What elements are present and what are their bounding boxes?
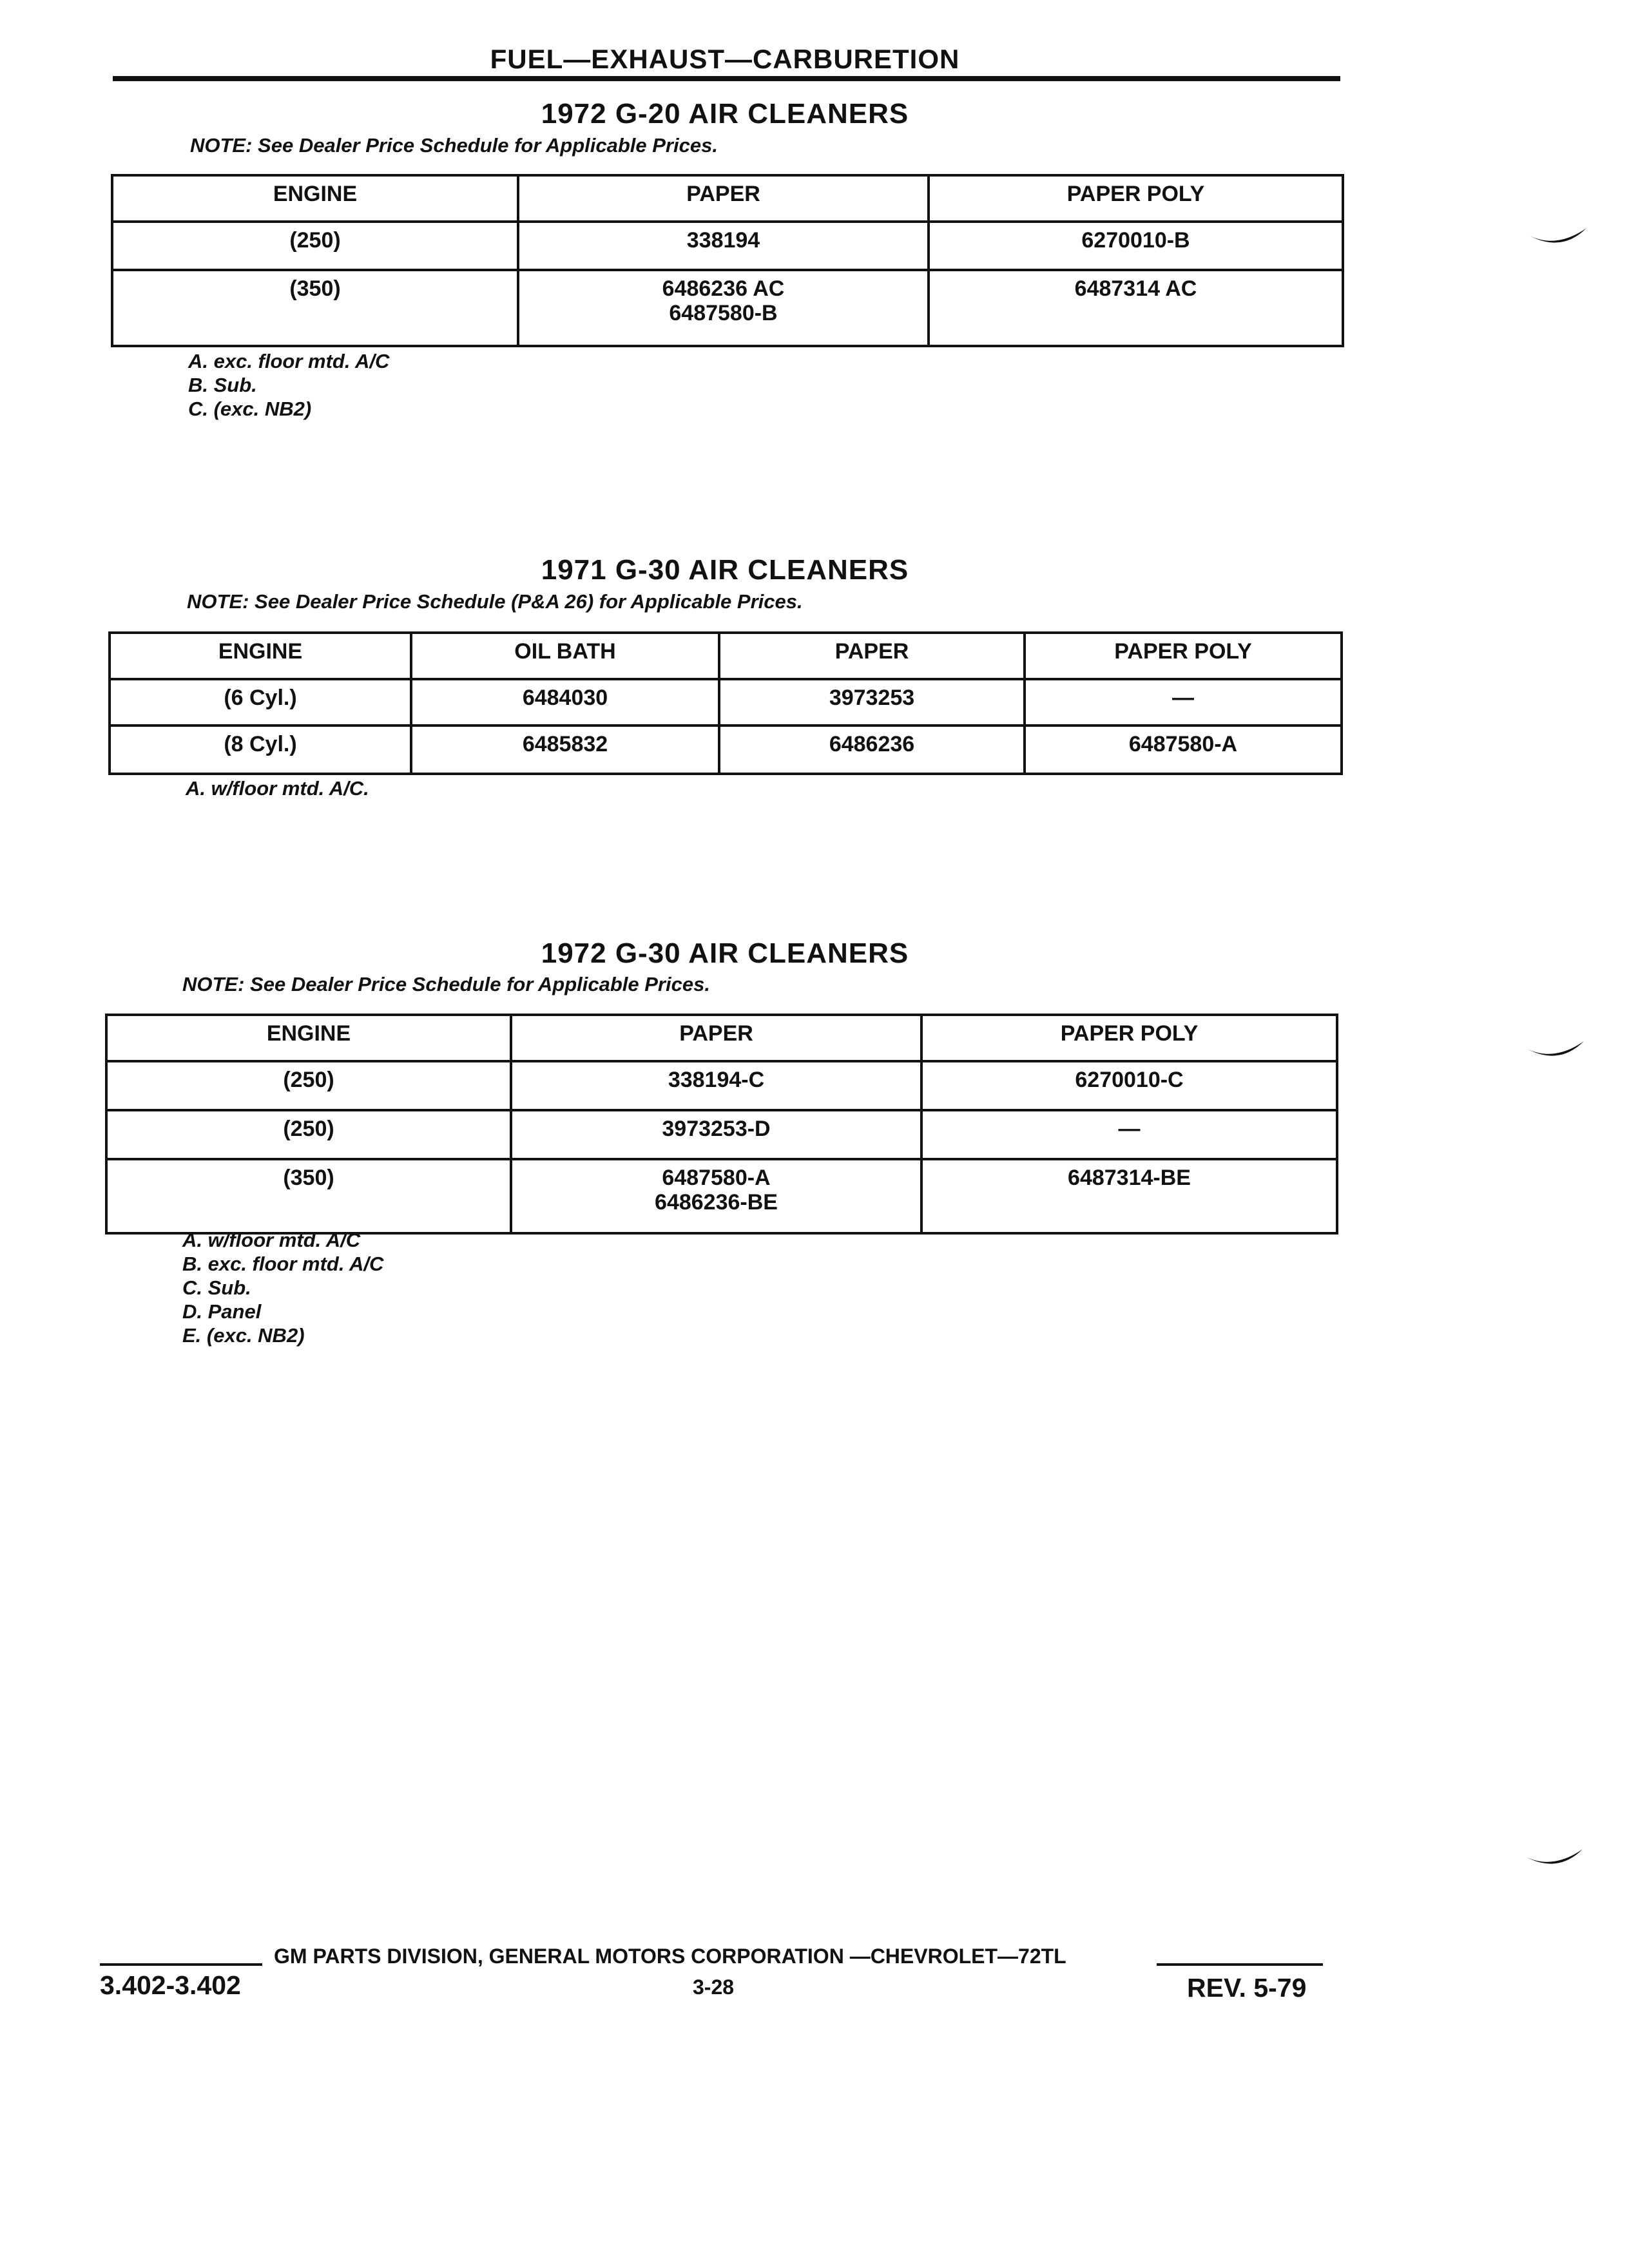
table-row — [112, 270, 1343, 346]
footnote: A. w/floor mtd. A/C — [182, 1229, 361, 1251]
oil-bath-cell: 6485832 — [411, 726, 719, 774]
paper-cell — [511, 1061, 921, 1110]
footer-section-number: 3.402-3.402 — [100, 1970, 241, 2000]
engine-cell: (350) — [106, 1159, 511, 1233]
binder-tab-mark-icon — [1526, 1040, 1585, 1066]
footer-revision: REV. 5-79 — [1187, 1973, 1307, 2003]
paper-cell: 6486236 — [719, 726, 1025, 774]
column-header-engine: ENGINE — [110, 633, 411, 679]
parts-table-g30-1971 — [108, 631, 1343, 775]
column-header-engine: ENGINE — [106, 1015, 511, 1061]
table-row — [110, 679, 1342, 726]
table-row — [112, 222, 1343, 270]
header-rule — [113, 76, 1340, 81]
section-note-g30-1971: NOTE: See Dealer Price Schedule (P&A 26) for Applicable Prices. — [187, 590, 803, 613]
page-header-title: FUEL—EXHAUST—CARBURETION — [490, 44, 960, 74]
table-header-row — [106, 1015, 1337, 1061]
binder-tab-mark-icon — [1525, 1848, 1584, 1874]
table-row — [106, 1061, 1337, 1110]
footnote: D. Panel — [182, 1300, 262, 1323]
footer-page-number: 3-28 — [693, 1975, 735, 1999]
part-number: 338194-C — [668, 1068, 765, 1092]
engine-cell: (350) — [112, 270, 518, 346]
footnote: A. w/floor mtd. A/C. — [186, 777, 369, 800]
table-header-row — [110, 633, 1342, 679]
binder-tab-mark-icon — [1528, 227, 1588, 253]
section-note-g20-1972: NOTE: See Dealer Price Schedule for Applicable Prices. — [190, 134, 718, 157]
engine-cell: (250) — [106, 1061, 511, 1110]
paper-cell — [518, 222, 929, 270]
paper-poly-cell: 6487314 AC — [929, 270, 1343, 346]
column-header-paper-poly: PAPER POLY — [1025, 633, 1342, 679]
footer-rule-left — [100, 1963, 262, 1966]
footer-rule-right — [1157, 1963, 1323, 1966]
section-title-g30-1971: 1971 G-30 AIR CLEANERS — [541, 554, 909, 586]
table-row — [110, 726, 1342, 774]
paper-poly-cell: 6270010-B — [929, 222, 1343, 270]
footnotes-g30-1971 — [186, 776, 369, 800]
table-header-row — [112, 175, 1343, 222]
paper-poly-cell: 6487580-A — [1025, 726, 1342, 774]
engine-cell: (8 Cyl.) — [110, 726, 411, 774]
footnote: A. exc. floor mtd. A/C — [188, 350, 390, 372]
column-header-engine: ENGINE — [112, 175, 518, 222]
paper-poly-cell: — — [921, 1110, 1337, 1159]
part-number: 338194 — [686, 228, 760, 253]
part-number: 6487580-B — [669, 301, 778, 325]
section-title-g30-1972: 1972 G-30 AIR CLEANERS — [541, 937, 909, 969]
paper-cell: 3973253 — [719, 679, 1025, 726]
part-number: 6486236-BE — [655, 1190, 778, 1215]
column-header-oil-bath: OIL BATH — [411, 633, 719, 679]
footnotes-g30-1972 — [182, 1228, 383, 1347]
part-number: 6486236 AC — [662, 276, 785, 301]
paper-poly-cell: 6487314-BE — [921, 1159, 1337, 1233]
column-header-paper: PAPER — [719, 633, 1025, 679]
paper-cell — [518, 270, 929, 346]
engine-cell: (6 Cyl.) — [110, 679, 411, 726]
paper-cell — [511, 1110, 921, 1159]
part-number: 3973253-D — [662, 1117, 771, 1141]
paper-poly-cell: — — [1025, 679, 1342, 726]
column-header-paper-poly: PAPER POLY — [921, 1015, 1337, 1061]
parts-table-g30-1972 — [105, 1014, 1338, 1235]
oil-bath-cell: 6484030 — [411, 679, 719, 726]
paper-poly-cell: 6270010-C — [921, 1061, 1337, 1110]
engine-cell: (250) — [112, 222, 518, 270]
column-header-paper-poly: PAPER POLY — [929, 175, 1343, 222]
footnote: B. Sub. — [188, 374, 257, 396]
column-header-paper: PAPER — [518, 175, 929, 222]
section-note-g30-1972: NOTE: See Dealer Price Schedule for Applicable Prices. — [182, 973, 710, 995]
footnotes-g20-1972 — [188, 349, 389, 421]
footnote: C. Sub. — [182, 1276, 251, 1299]
footnote: B. exc. floor mtd. A/C — [182, 1253, 384, 1275]
parts-table-g20-1972 — [111, 174, 1344, 347]
table-row — [106, 1110, 1337, 1159]
footnote: C. (exc. NB2) — [188, 398, 312, 420]
paper-cell — [511, 1159, 921, 1233]
footnote: E. (exc. NB2) — [182, 1324, 305, 1347]
column-header-paper: PAPER — [511, 1015, 921, 1061]
table-row — [106, 1159, 1337, 1233]
footer-publisher: GM PARTS DIVISION, GENERAL MOTORS CORPORATION —CHEVROLET—72TL — [274, 1945, 1066, 1968]
engine-cell: (250) — [106, 1110, 511, 1159]
part-number: 6487580-A — [662, 1166, 771, 1190]
section-title-g20-1972: 1972 G-20 AIR CLEANERS — [541, 98, 909, 130]
